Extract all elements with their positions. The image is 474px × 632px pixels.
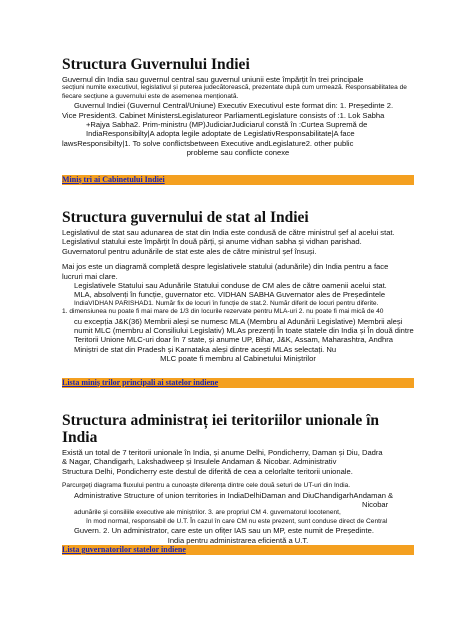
- paragraph-line: Legislativele Statului sau Adunările Statului conduse de CM ales de către oamenii acelui stat.: [74, 281, 387, 291]
- paragraph-line: lawsResponsibilty|1. To solve conflictsbetween Executive andLegislature2. other public: [62, 138, 354, 148]
- paragraph-line: fiecare secțiune a guvernului este de asemenea menționată.: [62, 92, 239, 100]
- paragraph-line: numit MLC (membru al Consiliului Legislativ) MLAs prezenți În toate statele din India și În două dintre: [74, 326, 414, 336]
- paragraph-line: în mod normal, responsabil de U.T. În cazul în care CM nu este prezent, sunt conduse direct de Central: [86, 517, 388, 525]
- section-title: Structura Guvernului Indiei: [62, 56, 250, 73]
- paragraph-line: Nicobar: [362, 500, 389, 510]
- paragraph-line: Guvernul din India sau guvernul central sau guvernul uniunii este împărțit în trei principale: [62, 75, 364, 84]
- paragraph-line: Vice President3. Cabinet MinistersLegislatureor ParliamentLegislature consists of :1. Lok Sabha: [62, 110, 385, 120]
- paragraph-line: probleme sau conflicte conexe: [186, 148, 290, 158]
- paragraph-line: lucruri mai clare.: [62, 271, 118, 281]
- paragraph-line: Miniștri de stat din Pradesh și Karnataka aleși dintre acești MLAs selectați. Nu: [74, 344, 337, 354]
- link-bar: [62, 175, 414, 185]
- paragraph-line: cu excepția J&K(36) Membrii aleși se numesc MLA (Membru al Adunării Legislative) Membrii aleși: [74, 316, 403, 326]
- paragraph-line: Parcurgeți diagrama fluxului pentru a cunoaște diferența dintre cele două seturi de UT-uri din India.: [62, 482, 351, 490]
- paragraph-line: MLC poate fi membru al Cabinetului Miniștrilor: [160, 354, 316, 364]
- paragraph-line: Teritorii Unione MLC-uri doar în 7 state, și anume UP, Bihar, J&K, Assam, Maharashtra, Andhra: [74, 335, 393, 345]
- link-cabinet-ministers[interactable]: Miniș tri ai Cabinetului Indiei: [62, 175, 171, 185]
- link-bar: [62, 378, 414, 388]
- section-union-territories: [62, 412, 414, 545]
- link-chief-ministers[interactable]: Lista miniș trilor principali ai statelor indiene: [62, 378, 224, 388]
- paragraph-line: IndiaVIDHAN PARISHAD1. Număr fix de locuri în funcție de stat.2. Număr diferit de locuri pentru diferite.: [74, 299, 379, 307]
- section-government-of-india: [62, 56, 414, 158]
- paragraph-line: Administrative Structure of union territories in IndiaDelhiDaman and DiuChandigarhAndaman &: [74, 490, 394, 500]
- paragraph-line: Structura Delhi, Pondicherry este destul de diferită de cea a celorlalte teritorii unionale.: [62, 466, 353, 476]
- paragraph-line: secțiuni numite executivul, legislativul și puterea judecătorească, prezentate după cum urmează. Responsabilitatea de: [62, 84, 407, 92]
- paragraph-line: Guvernatorul pentru adunările de stat este ales de către ministrul șef însuși.: [62, 246, 317, 256]
- paragraph-line: IndiaResponsibilty|A adopta legile adoptate de LegislativResponsabilitate|A face: [86, 129, 355, 139]
- paragraph-line: Guvernul Indiei (Guvernul Central/Uniune) Executiv Executivul este format din: 1. Președinte 2.: [74, 101, 394, 111]
- section-state-government: [62, 209, 414, 364]
- paragraph-line: & Nagar, Chandigarh, Lakshadweep și Insulele Andaman & Nicobar. Administrativ: [62, 457, 337, 467]
- paragraph-line: Mai jos este un diagramă completă despre legislativele statului (adunările) din India pentru a face: [62, 262, 389, 272]
- link-state-governors[interactable]: Lista guvernatorilor statelor indiene: [62, 545, 192, 555]
- section-title: Structura guvernului de stat al Indiei: [62, 209, 309, 226]
- section-title: Structura administraț iei teritoriilor unionale în India: [62, 412, 380, 446]
- paragraph-line: MLA, absolvenți în funcție, guvernator etc. VIDHAN SABHA Guvernator ales de Președintele: [74, 290, 386, 300]
- paragraph-line: 1. dimensiunea nu poate fi mai mare de 1/3 din locurile rezervate pentru MLA-uri 2. nu poate fi mai mică de 40: [62, 308, 384, 316]
- paragraph-line: India pentru administrarea eficientă a U.T.: [167, 535, 309, 545]
- paragraph-line: Legislativul statului este împărțit în două părți, și anume vidhan sabha și vidhan parishad.: [62, 237, 362, 247]
- paragraph-line: Există un total de 7 teritorii unionale în India, și anume Delhi, Pondicherry, Daman și Diu, Dadra: [62, 448, 383, 457]
- paragraph-line: Legislativul de stat sau adunarea de stat din India este condusă de către ministrul șef al acelui stat.: [62, 228, 395, 237]
- paragraph-line: Guvern. 2. Un administrator, care este un ofițer IAS sau un MP, este numit de Președinte.: [74, 526, 374, 536]
- paragraph-line: adunările și consiliile executive ale miniștrilor. 3. are propriul CM 4. guvernatorul locotenent,: [74, 509, 341, 517]
- link-bar: [62, 545, 414, 555]
- paragraph-line: +Rajya Sabha2. Prim-ministru (MP)JudiciarJudiciarul constă în :Curtea Supremă de: [86, 120, 368, 130]
